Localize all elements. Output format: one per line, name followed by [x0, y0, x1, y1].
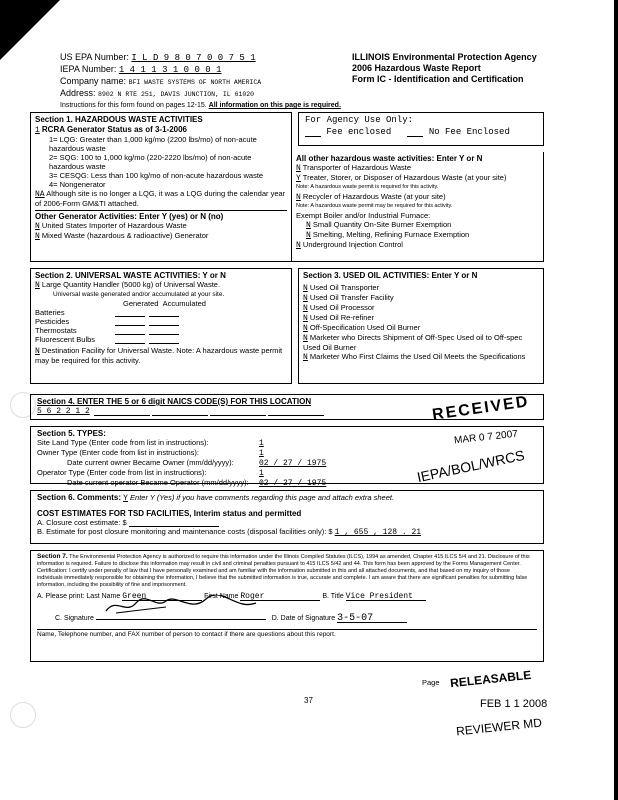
transporter-value[interactable]: N: [296, 164, 301, 173]
treater-value[interactable]: Y: [296, 174, 301, 183]
punch-hole: [10, 702, 36, 728]
uic-value[interactable]: N: [296, 241, 301, 250]
small-burner-label: Small Quantity On-Site Burner Exemption: [312, 220, 452, 229]
closure-value[interactable]: [129, 518, 219, 527]
owner-type-label: Owner Type (Enter code from list in instructions):: [37, 448, 200, 457]
col-accumulated: Accumulated: [162, 299, 206, 308]
other-activities-heading: All other hazardous waste activities: Enter Y or N: [296, 154, 483, 163]
mixed-waste-label: Mixed Waste (hazardous & radioactive) Generator: [41, 231, 209, 240]
rcra-status-label: RCRA Generator Status as of 3-1-2006: [41, 125, 187, 134]
report-title: 2006 Hazardous Waste Report: [352, 63, 481, 73]
signature-scribble: [96, 595, 266, 617]
section-6-title: Section 6. Comments:: [37, 493, 122, 502]
naics-2[interactable]: [94, 407, 150, 416]
pesticides-accumulated[interactable]: [149, 317, 179, 326]
iepa-stamp: IEPA/BOL/WRCS: [415, 446, 526, 486]
uw-subtitle: Universal waste generated and/or accumulated at your site.: [53, 291, 225, 298]
post-closure-label: B. Estimate for post closure monitoring and maintenance costs (disposal facilities only): $: [37, 527, 333, 536]
signature-field[interactable]: [96, 609, 266, 620]
title-label: B. Title: [322, 593, 344, 600]
section-2: [30, 268, 292, 384]
section-5-title: Section 5. TYPES:: [37, 429, 106, 438]
other-activities-title: Other Generator Activities: Enter Y (yes) or N (no): [35, 212, 224, 221]
epa-label: US EPA Number:: [60, 52, 129, 62]
section-1: [30, 112, 292, 262]
uw-pesticides: Pesticides: [35, 317, 70, 326]
comments-label: Enter Y (Yes) if you have comments regarding this page and attach extra sheet.: [130, 493, 395, 502]
used-oil-transporter: Used Oil Transporter: [309, 283, 380, 292]
rcra-option-3: 3= CESQG: Less than 100 kg/mo of non-acute hazardous waste: [49, 171, 264, 180]
recycler-value[interactable]: N: [296, 193, 301, 202]
site-land-label: Site Land Type (Enter code from list in instructions):: [37, 438, 209, 447]
agency-use-title: For Agency Use Only:: [305, 115, 414, 125]
owner-type-value[interactable]: 1: [259, 449, 264, 458]
no-fee-enclosed[interactable]: No Fee Enclosed: [428, 127, 510, 137]
scan-edge: [614, 0, 618, 800]
date-label: D. Date of Signature: [271, 615, 336, 622]
instructions: Instructions for this form found on pages 12-15.: [60, 102, 207, 109]
treater-label: Treater, Storer, or Disposer of Hazardous Waste (at your site): [302, 173, 507, 182]
marketer-first: Marketer Who First Claims the Used Oil Meets the Specifications: [309, 352, 526, 361]
naics-code[interactable]: 5 6 2 2 1 2: [37, 407, 90, 416]
uic-label: Underground Injection Control: [302, 240, 403, 249]
note-1: Note: A hazardous waste permit is required for this activity.: [296, 184, 439, 190]
first-name[interactable]: Roger: [240, 593, 320, 601]
page-label: Page: [422, 678, 440, 687]
used-oil-transfer: Used Oil Transfer Facility: [309, 293, 394, 302]
signature-label: C. Signature: [55, 615, 94, 622]
importer-value[interactable]: N: [35, 222, 40, 231]
certification-text: The Environmental Protection Agency is authorized to require this information under the Illinois Compiled Statutes (ILCS), 1994 as amended, Chapter 415 ILCS 5/4 and 21. Disclosure of this information is required. Failure to disclose this information may result in civil and criminal penalties pursuant to 415 ILCS 5/42 and 44. This form has been approved by the Forms Management Center. Certification: I certify under penalty of law that I have personally examined and am familiar with the information submitted in this and all attached documents, and that based on my inquiry of those individuals immediately responsible for obtaining the information, I believe that the submitted information is true, accurate and complete. I am aware that there are significant penalties for submitting false information, including the possibility of fine and imprisonment.: [37, 554, 530, 588]
thermostats-accumulated[interactable]: [149, 326, 179, 335]
cost-title: COST ESTIMATES FOR TSD FACILITIES, Interim status and permitted: [37, 509, 302, 518]
batteries-accumulated[interactable]: [149, 308, 179, 317]
received-date: MAR 0 7 2007: [453, 428, 519, 447]
destination-value[interactable]: N: [35, 347, 40, 356]
col-generated: Generated: [123, 299, 159, 308]
used-oil-transporter-value[interactable]: N: [303, 284, 308, 293]
used-oil-transfer-value[interactable]: N: [303, 294, 308, 303]
lqh-label: Large Quantity Handler (5000 kg) of Universal Waste.: [41, 280, 221, 289]
iepa-number: 1 4 1 1 3 1 0 0 0 1: [118, 65, 222, 75]
thermostats-generated[interactable]: [115, 326, 145, 335]
recycler-label: Recycler of Hazardous Waste (at your site): [302, 192, 446, 201]
section-3-title: Section 3. USED OIL ACTIVITIES: Enter Y or N: [303, 271, 478, 280]
exempt-boiler: Exempt Boiler and/or Industrial Furnace:: [296, 211, 431, 220]
reviewer-stamp: REVIEWER MD: [455, 715, 543, 739]
transporter-label: Transporter of Hazardous Waste: [302, 163, 412, 172]
used-oil-processor: Used Oil Processor: [309, 303, 375, 312]
offspec-burner: Off-Specification Used Oil Burner: [309, 323, 421, 332]
received-stamp: RECEIVED: [431, 393, 531, 424]
destination-label: Destination Facility for Universal Waste. Note: A hazardous waste permit may be required for this activity.: [35, 346, 283, 365]
uw-batteries: Batteries: [35, 308, 65, 317]
instructions-bold: All information on this page is required.: [208, 102, 341, 109]
owner-date-label: Date current owner Became Owner (mm/dd/yyyy):: [67, 458, 234, 467]
naics-3[interactable]: [152, 407, 208, 416]
note-2: Note: A hazardous waste permit may be required for this activity.: [296, 203, 453, 209]
epa-number: I L D 9 8 0 7 0 0 7 5 1: [131, 53, 256, 63]
section-1-title: Section 1. HAZARDOUS WASTE ACTIVITIES: [35, 115, 203, 124]
address: 8902 N RTE 251, DAVIS JUNCTION, IL 61020: [98, 91, 255, 98]
page-number: 37: [304, 696, 313, 705]
signature-date[interactable]: 3-5-07: [337, 615, 407, 623]
agency-name: ILLINOIS Environmental Protection Agency: [352, 52, 537, 62]
closure-label: A. Closure cost estimate: $: [37, 518, 127, 527]
rcra-option-4: 4= Nongenerator: [49, 180, 106, 189]
releasable-stamp: RELEASABLE: [449, 667, 532, 691]
section-2-title: Section 2. UNIVERSAL WASTE ACTIVITIES: Y or N: [35, 271, 226, 280]
batteries-generated[interactable]: [115, 308, 145, 317]
smelting-value[interactable]: N: [306, 231, 311, 240]
title-value[interactable]: Vice President: [346, 593, 426, 601]
post-closure-value[interactable]: 1 , 655 , 128 . 21: [334, 528, 422, 537]
page-label-box: [422, 678, 440, 687]
operator-type-value[interactable]: 1: [259, 469, 264, 478]
iepa-label: IEPA Number:: [60, 64, 117, 74]
uw-thermostats: Thermostats: [35, 326, 77, 335]
other-activities: [292, 152, 544, 262]
site-land-value[interactable]: 1: [259, 439, 264, 448]
offspec-burner-value[interactable]: N: [303, 324, 308, 333]
lqh-value[interactable]: N: [35, 281, 40, 290]
used-oil-rerefiner: Used Oil Re-refiner: [309, 313, 375, 322]
first-name-label: First Name: [204, 593, 239, 600]
comments-value[interactable]: Y: [123, 494, 128, 503]
company-name: BFI WASTE SYSTEMS OF NORTH AMERICA: [128, 79, 262, 86]
scan-corner: [0, 0, 60, 60]
last-name-label: A. Please print: Last Name: [37, 593, 121, 600]
agency-use-box: [298, 112, 544, 146]
mixed-waste-value[interactable]: N: [35, 232, 40, 241]
address-label: Address:: [60, 88, 96, 98]
rcra-option-2: 2= SQG: 100 to 1,000 kg/mo (220-2220 lbs/mo) of non-acute hazardous waste: [49, 153, 252, 171]
section-4-title: Section 4. ENTER THE 5 or 6 digit NAICS CODE(S) FOR THIS LOCATION: [37, 397, 312, 406]
section-3: [298, 268, 544, 384]
operator-date[interactable]: 02 / 27 / 1975: [259, 479, 327, 488]
used-oil-processor-value[interactable]: N: [303, 304, 308, 313]
smelting-label: Smelting, Melting, Refining Furnace Exemption: [312, 230, 470, 239]
rcra-status-value[interactable]: 1: [35, 126, 40, 135]
marketer-directs-value[interactable]: N: [303, 334, 308, 343]
uw-bulbs: Fluorescent Bulbs: [35, 335, 96, 344]
bulbs-generated[interactable]: [115, 335, 145, 344]
form-title: Form IC - Identification and Certification: [352, 74, 524, 84]
small-burner-value[interactable]: N: [306, 221, 311, 230]
used-oil-rerefiner-value[interactable]: N: [303, 314, 308, 323]
fee-enclosed[interactable]: Fee enclosed: [326, 127, 392, 137]
company-label: Company name:: [60, 76, 127, 86]
header-agency: [352, 52, 537, 85]
naics-5[interactable]: [268, 407, 324, 416]
releasable-date: FEB 1 1 2008: [480, 698, 548, 710]
section-7-title: Section 7.: [37, 553, 68, 560]
marketer-directs: Marketer who Directs Shipment of Off-Spec Used oil to Off-spec Used Oil Burner: [303, 333, 523, 352]
no-longer-lqg: Although site is no longer a LQG, it was a LQG during the calendar year of 2006-Form GM&TI attached.: [35, 189, 286, 208]
operator-type-label: Operator Type (Enter code from list in instructions):: [37, 468, 207, 477]
section-7: [30, 550, 544, 662]
importer-label: United States Importer of Hazardous Waste: [41, 221, 187, 230]
last-name[interactable]: Green: [122, 593, 202, 601]
owner-date[interactable]: 02 / 27 / 1975: [259, 459, 327, 468]
operator-date-label: Date current operator Became Operator (mm/dd/yyyy):: [67, 478, 249, 487]
header-ids: [60, 52, 341, 111]
marketer-first-value[interactable]: N: [303, 353, 308, 362]
section-6: [30, 490, 544, 544]
rcra-option-1: 1= LQG: Greater than 1,000 kg/mo (2200 lbs/mo) of non-acute hazardous waste: [49, 135, 257, 153]
no-longer-lqg-value[interactable]: NA: [35, 190, 45, 199]
bulbs-accumulated[interactable]: [149, 335, 179, 344]
naics-4[interactable]: [210, 407, 266, 416]
contact-label: Name, Telephone number, and FAX number of person to contact if there are questions about this report.: [37, 629, 537, 638]
pesticides-generated[interactable]: [115, 317, 145, 326]
